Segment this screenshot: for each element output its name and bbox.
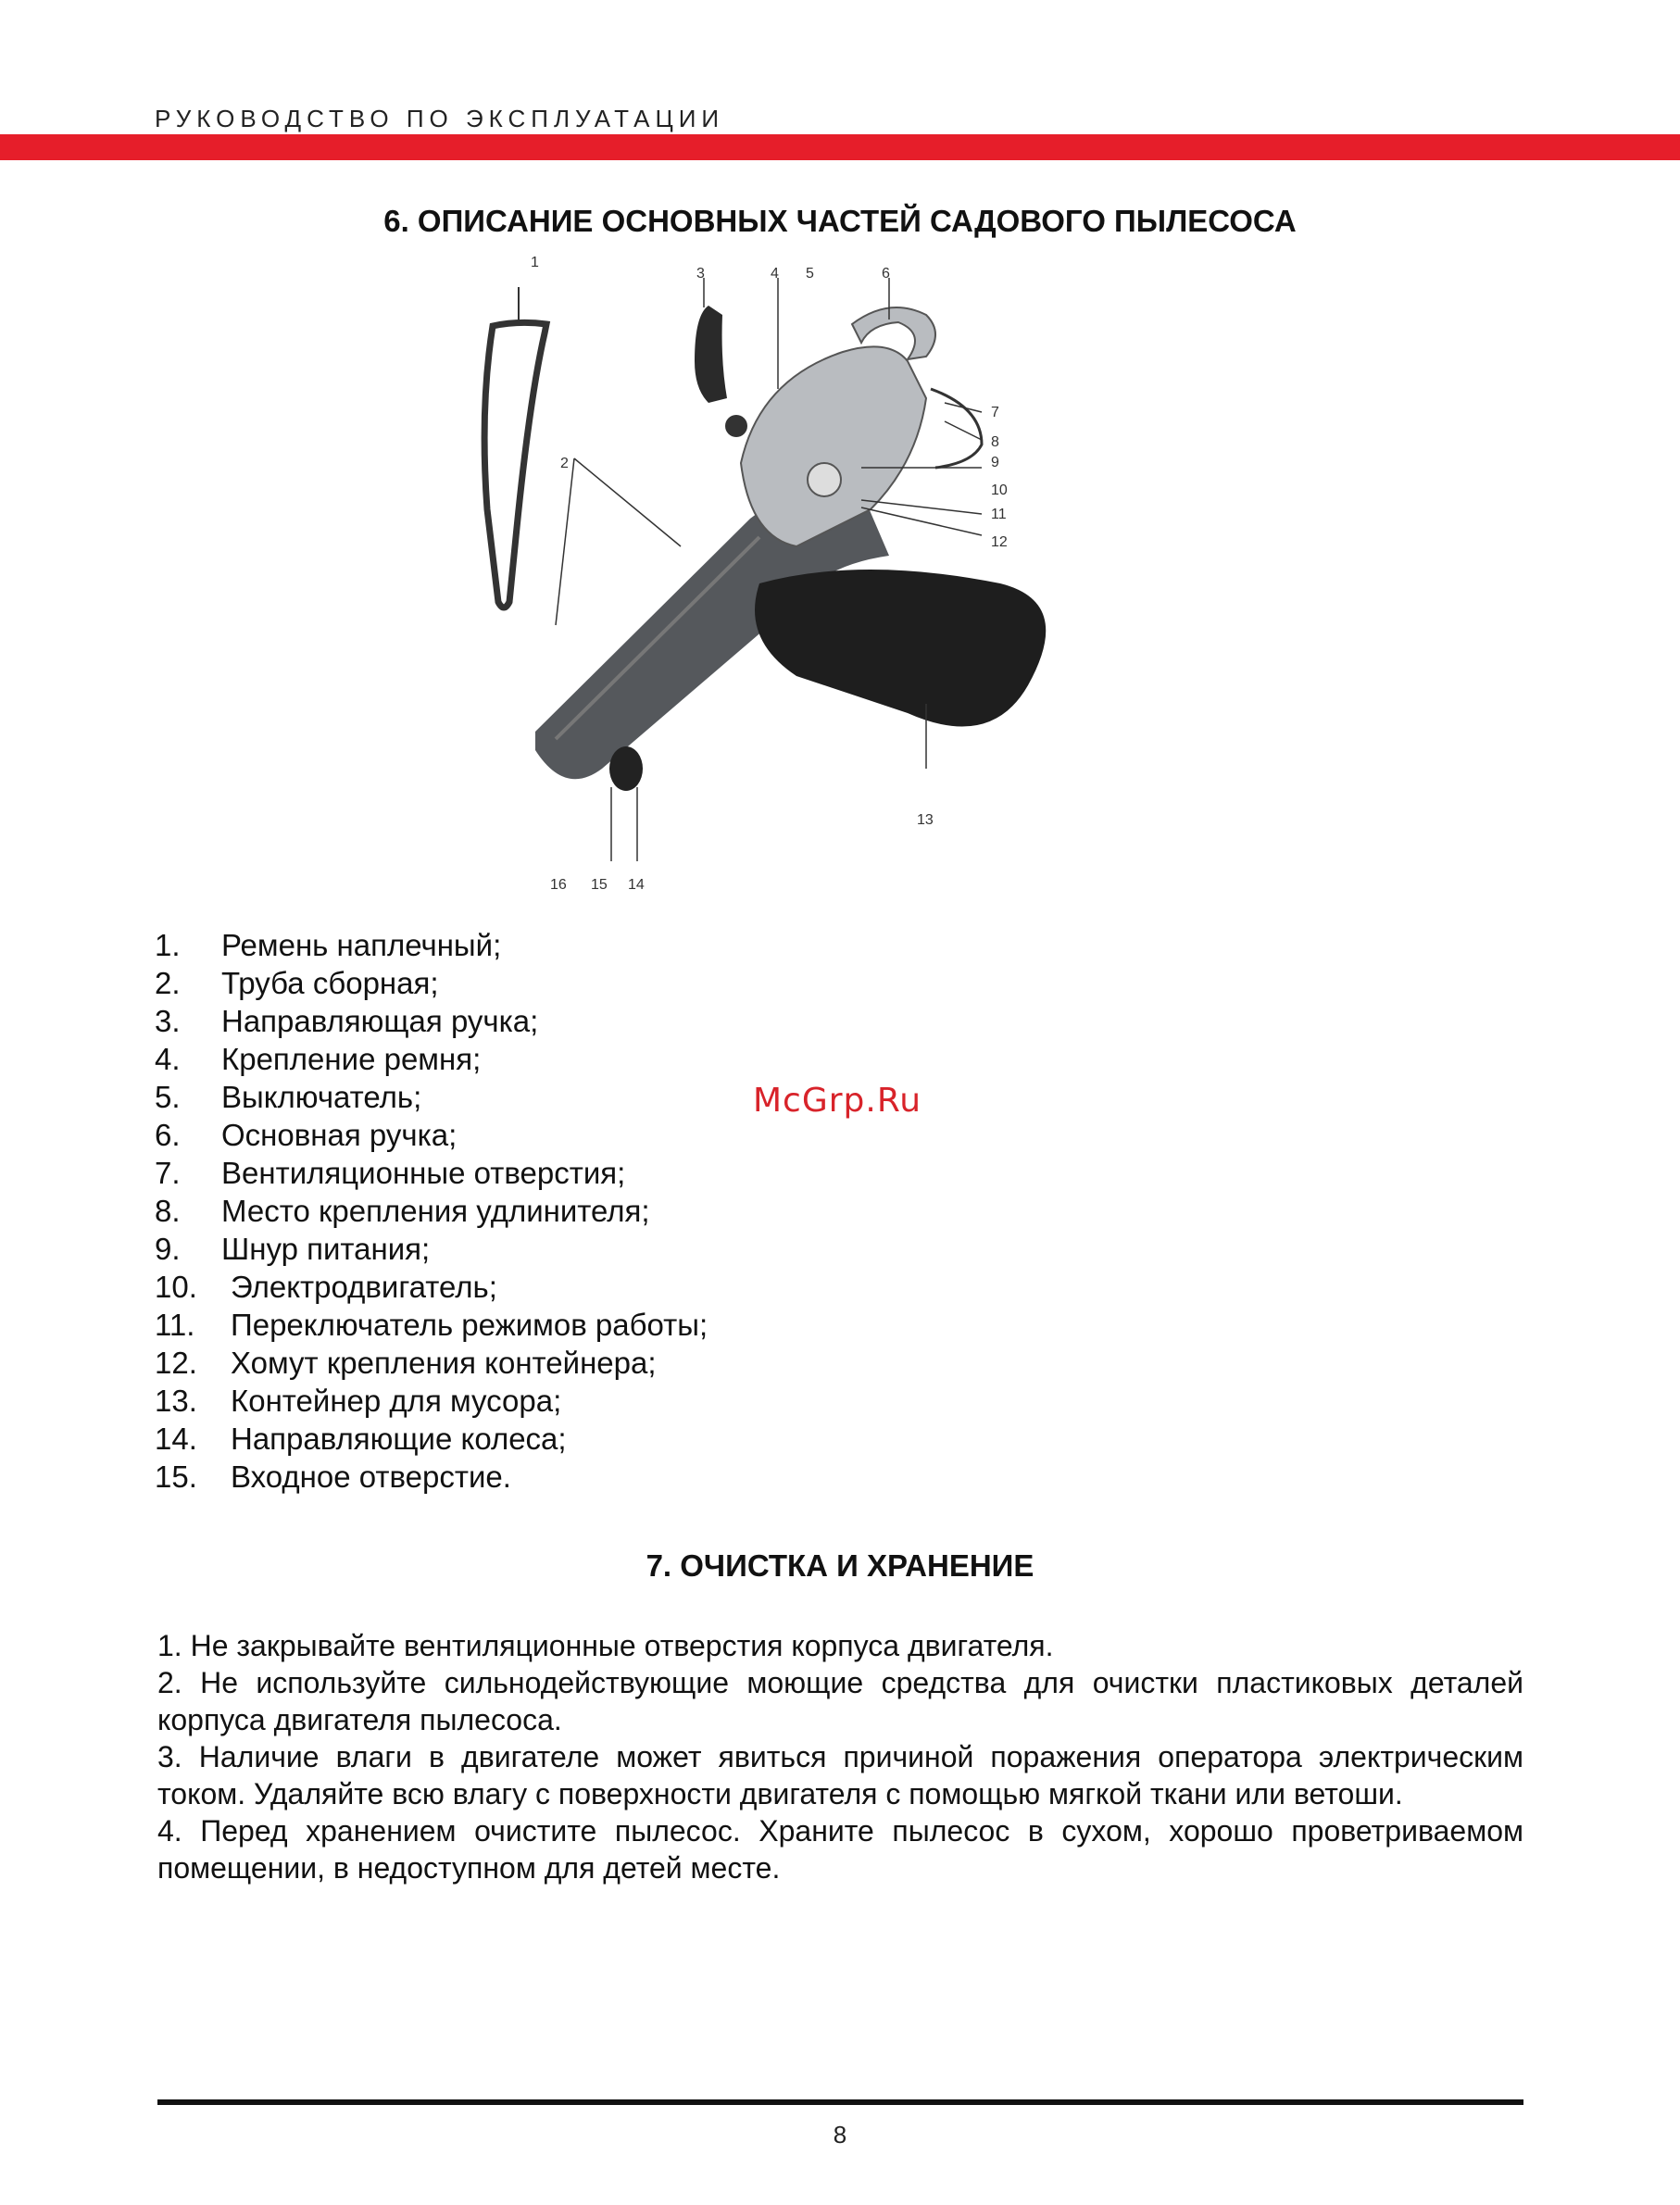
item-text: Хомут крепления контейнера; (231, 1346, 657, 1380)
item-text: Ремень наплечный; (221, 928, 502, 962)
list-item (155, 1116, 708, 1154)
watermark[interactable]: McGrp.Ru (753, 1082, 922, 1120)
list-item (155, 1458, 708, 1496)
list-item (155, 1344, 708, 1382)
item-number: 7. (155, 1156, 181, 1190)
item-number: 6. (155, 1118, 181, 1152)
item-text: Переключатель режимов работы; (231, 1308, 708, 1342)
item-number: 1. (155, 928, 181, 962)
diagram-label-3: 3 (696, 266, 705, 282)
list-item (155, 1040, 708, 1078)
diagram-label-2: 2 (560, 456, 569, 471)
list-item (155, 1268, 708, 1306)
section-7-title: 7. ОЧИСТКА И ХРАНЕНИЕ (646, 1548, 1034, 1583)
parts-list (155, 926, 708, 1496)
diagram-label-16: 16 (550, 877, 567, 893)
item-text: Выключатель; (221, 1080, 422, 1114)
item-number: 8. (155, 1194, 181, 1228)
list-item (155, 1192, 708, 1230)
item-text: Входное отверстие. (231, 1460, 511, 1494)
item-text: Шнур питания; (221, 1232, 431, 1266)
item-text: Вентиляционные отверстия; (221, 1156, 626, 1190)
page-number: 8 (833, 2121, 847, 2149)
list-item (155, 1078, 708, 1116)
item-number: 10. (155, 1270, 197, 1304)
item-text: Направляющие колеса; (231, 1422, 567, 1456)
item-number: 12. (155, 1346, 197, 1380)
item-text: Электродвигатель; (231, 1270, 497, 1304)
diagram-label-7: 7 (991, 405, 999, 420)
diagram-label-13: 13 (917, 812, 934, 828)
diagram-label-10: 10 (991, 482, 1008, 498)
diagram-label-5: 5 (806, 266, 814, 282)
list-item (155, 1382, 708, 1420)
bag-illustration (755, 570, 1046, 727)
item-text: Направляющая ручка; (221, 1004, 539, 1038)
header-label: РУКОВОДСТВО ПО ЭКСПЛУАТАЦИИ (155, 105, 725, 132)
diagram-label-14: 14 (628, 877, 645, 893)
section-6-title: 6. ОПИСАНИЕ ОСНОВНЫХ ЧАСТЕЙ САДОВОГО ПЫЛЕСОСА (383, 204, 1297, 238)
footer-divider (157, 2099, 1523, 2105)
item-text: Основная ручка; (221, 1118, 458, 1152)
list-item (155, 1306, 708, 1344)
item-text: Труба сборная; (221, 966, 439, 1000)
list-item (155, 1420, 708, 1458)
list-item: 3. Наличие влаги в двигателе может явиться причиной поражения оператора электрическим током. Удаляйте всю влагу с поверхности двигателя с помощью мягкой ткани или ветоши. (157, 1740, 1523, 1810)
diagram-label-6: 6 (882, 266, 890, 282)
diagram-label-1: 1 (531, 255, 539, 270)
list-item (155, 926, 708, 964)
list-item: 1. Не закрывайте вентиляционные отверстия корпуса двигателя. (157, 1629, 1054, 1662)
diagram-label-11: 11 (991, 507, 1007, 522)
item-text: Крепление ремня; (221, 1042, 482, 1076)
vacuum-diagram (426, 250, 1241, 917)
item-number: 11. (155, 1308, 195, 1342)
list-item (155, 964, 708, 1002)
item-number: 13. (155, 1384, 197, 1418)
diagram-label-12: 12 (991, 534, 1008, 550)
list-item: 4. Перед хранением очистите пылесос. Храните пылесос в сухом, хорошо проветриваемом помещении, в недоступном для детей месте. (157, 1814, 1523, 1885)
diagram-label-4: 4 (771, 266, 779, 282)
item-number: 2. (155, 966, 181, 1000)
item-number: 4. (155, 1042, 181, 1076)
cleaning-list (157, 1627, 1523, 1886)
item-text: Место крепления удлинителя; (221, 1194, 650, 1228)
item-number: 5. (155, 1080, 181, 1114)
list-item (155, 1154, 708, 1192)
diagram-label-15: 15 (591, 877, 608, 893)
list-item (155, 1230, 708, 1268)
header-red-band (0, 134, 1680, 160)
diagram-label-9: 9 (991, 455, 999, 470)
motor-housing-illustration (695, 306, 982, 546)
item-number: 3. (155, 1004, 181, 1038)
diagram-label-8: 8 (991, 434, 999, 450)
item-text: Контейнер для мусора; (231, 1384, 562, 1418)
item-number: 15. (155, 1460, 197, 1494)
shoulder-strap-illustration (484, 287, 546, 608)
list-item (155, 1002, 708, 1040)
item-number: 14. (155, 1422, 197, 1456)
list-item: 2. Не используйте сильнодействующие моющие средства для очистки пластиковых деталей корпуса двигателя пылесоса. (157, 1666, 1523, 1736)
item-number: 9. (155, 1232, 181, 1266)
